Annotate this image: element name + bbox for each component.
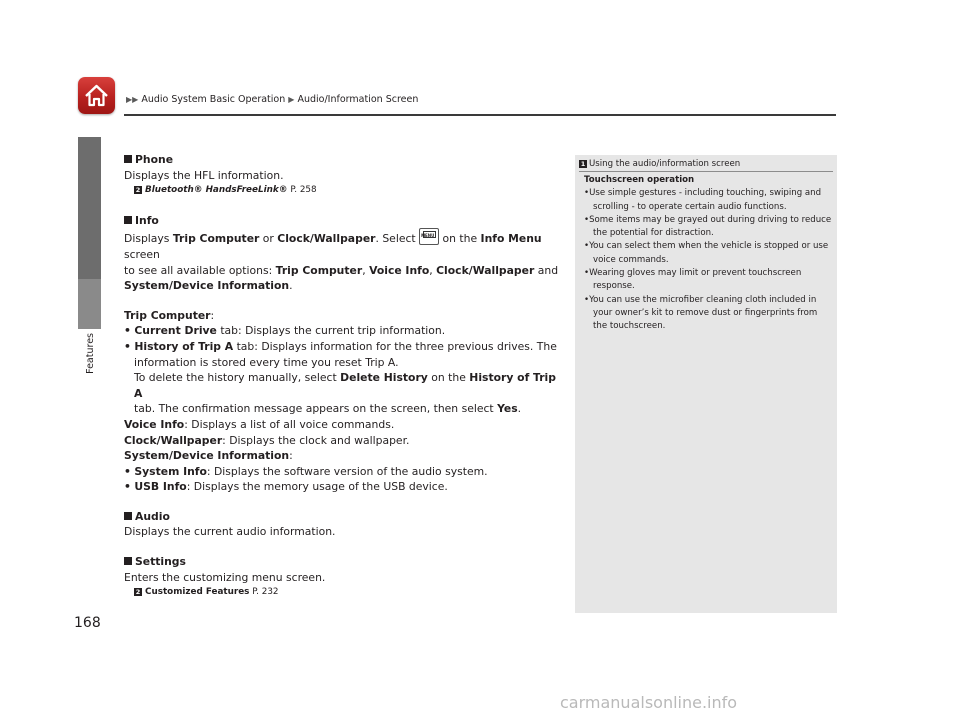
home-icon [83, 82, 110, 109]
trip-computer-label: Trip Computer: [124, 308, 215, 322]
note-bullet: •Some items may be grayed out during driving to reduce the potential for distraction. [584, 214, 832, 239]
info-menu-icon: MENU [419, 228, 439, 245]
breadcrumb-arrow-icon: ▶ [288, 95, 295, 104]
list-item: • History of Trip A tab: Displays information for the three previous drives. The [124, 339, 557, 353]
section-square-icon [124, 512, 132, 520]
sidebar-tab-light [78, 279, 101, 329]
info-body-line3: System/Device Information. [124, 279, 293, 293]
note-subtitle: Touchscreen operation [584, 175, 695, 185]
section-square-icon [124, 155, 132, 163]
list-item: • USB Info: Displays the memory usage of the USB device. [124, 480, 448, 494]
home-button[interactable] [78, 77, 115, 114]
page-number: 168 [74, 615, 101, 631]
audio-body: Displays the current audio information. [124, 525, 336, 539]
list-item-continuation: information is stored every time you reset Trip A. [134, 355, 399, 369]
note-divider [579, 171, 833, 172]
section-heading-settings: Settings [124, 554, 564, 570]
section-heading-info: Info [124, 213, 564, 229]
sidebar-label[interactable]: Features [85, 333, 96, 374]
info-body-line2: to see all available options: Trip Computer, Voice Info, Clock/Wallpaper and [124, 263, 559, 277]
xref-icon: 2 [135, 588, 141, 597]
system-device-label: System/Device Information: [124, 449, 293, 463]
phone-xref-link[interactable]: 2 Bluetooth® HandsFreeLink® P. 258 [135, 185, 317, 196]
settings-body: Enters the customizing menu screen. [124, 570, 326, 584]
xref-icon: 2 [135, 186, 141, 195]
note-body [584, 174, 832, 334]
list-item: • Current Drive tab: Displays the current trip information. [124, 324, 446, 338]
list-item: • System Info: Displays the software version of the audio system. [124, 464, 488, 478]
section-square-icon [124, 557, 132, 565]
breadcrumb-item[interactable]: Audio/Information Screen [297, 94, 419, 105]
phone-body: Displays the HFL information. [124, 168, 284, 182]
note-bullet: •Wearing gloves may limit or prevent touchscreen response. [584, 268, 802, 292]
main-content [124, 152, 564, 601]
note-bullet: •Use simple gestures - including touching, swiping and scrolling - to operate certain audio functions. [584, 188, 822, 212]
sidebar-tab-dark [78, 137, 101, 279]
section-heading-phone: Phone [124, 152, 564, 168]
settings-xref-link[interactable]: 2 Customized Features P. 232 [135, 587, 279, 598]
list-item-continuation: tab. The confirmation message appears on the screen, then select Yes. [134, 402, 522, 416]
header-divider [124, 114, 836, 116]
breadcrumb-item[interactable]: Audio System Basic Operation [141, 94, 286, 105]
note-bullet: •You can select them when the vehicle is stopped or use voice commands. [584, 241, 829, 265]
section-square-icon [124, 216, 132, 224]
voice-info-line: Voice Info: Displays a list of all voice commands. [124, 417, 395, 431]
note-number-icon: 1 [580, 160, 586, 168]
breadcrumb [126, 94, 418, 105]
info-body: Displays Trip Computer or Clock/Wallpaper. Select MENU on the Info Menu screen [124, 228, 564, 262]
section-heading-audio: Audio [124, 509, 564, 525]
breadcrumb-arrow-icon: ▶▶ [126, 95, 139, 104]
clock-wallpaper-line: Clock/Wallpaper: Displays the clock and wallpaper. [124, 433, 410, 447]
note-header: 1 Using the audio/information screen [580, 159, 741, 169]
list-item-continuation: To delete the history manually, select Delete History on the History of Trip A [134, 371, 556, 400]
watermark: carmanualsonline.info [560, 693, 738, 712]
note-bullet: •You can use the microfiber cleaning cloth included in your owner’s kit to remove dust or fingerprints from the touchscreen. [584, 294, 818, 332]
side-note-panel [575, 155, 837, 613]
